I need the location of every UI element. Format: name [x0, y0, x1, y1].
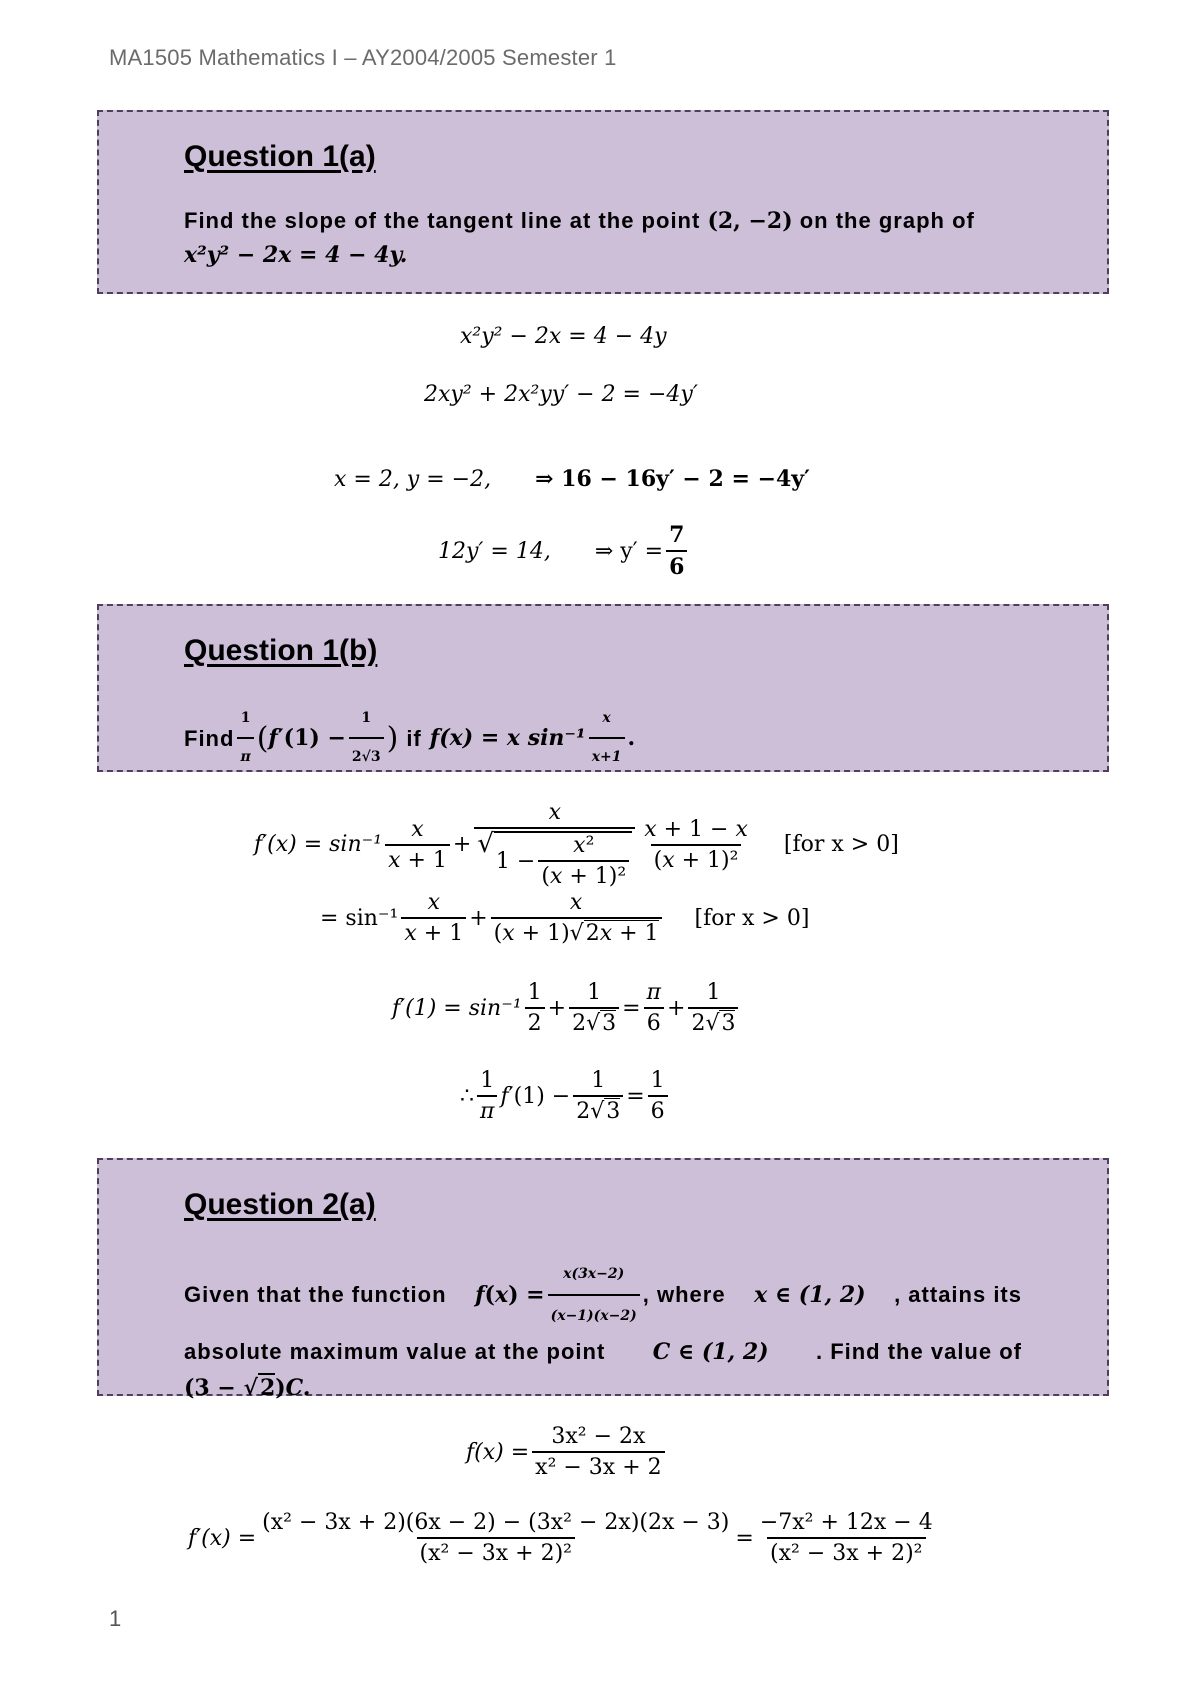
page-number: 1: [109, 1606, 122, 1631]
question-2a-box: [97, 1158, 1109, 1401]
q2a-sol-line2: f′(x) = $\frac{\text{(x² − 3x + 2)(6x − 2) − (3x² − 2x)(2x − 3)}}{\text{(x² − 3x + 2)²}}$ = $\frac{\text{−7x² + 12x − 4}}{\text{(x² − 3x + 2)²}}$: [188, 1510, 933, 1566]
q1a-result-fraction: $\frac{7}{6}$: [666, 522, 687, 580]
question-2a-title: Question 2(a): [184, 1188, 376, 1221]
question-1a-title: Question 1(a): [184, 140, 376, 173]
q1b-sol-line4: ∴ $\frac{1}{\pi}$ f ′(1) − $\frac{1}{2√3}$ = $\frac{1}{6}$: [460, 1068, 671, 1124]
q1a-point: (2, −2): [707, 208, 793, 234]
question-1b-title: Question 1(b): [184, 634, 378, 667]
q2a-line1-start: Given that the function: [184, 1282, 447, 1307]
q1b-find-label: Find: [184, 725, 235, 751]
q1a-sol-eq3: x = 2, y = −2, ⇒ 16 − 16y′ − 2 = −4y′: [334, 466, 810, 492]
q2a-domain: x ∈ (1, 2): [754, 1282, 866, 1308]
q2a-point-c: C ∈ (1, 2): [652, 1339, 769, 1365]
q2a-sol-line1: f(x) = $\frac{\text{3x² − 2x}}{\text{x² − 3x + 2}}$: [466, 1424, 668, 1480]
question-1a-box: [97, 110, 1109, 294]
q2a-line3: C.: [285, 1375, 311, 1401]
q1a-sol-eq4: 12y′ = 14, ⇒ y′ = $\frac{7}{6}$: [438, 522, 690, 580]
q1b-condition-2: [for x > 0]: [694, 905, 810, 931]
q2a-line2-start: absolute maximum value at the point: [184, 1339, 606, 1364]
q1b-function-def: f(x) = x sin⁻¹: [429, 724, 586, 751]
q1a-line1-suffix: on the graph of: [792, 208, 975, 233]
q1a-line1-text: Find the slope of the tangent line at the point: [184, 208, 708, 233]
question-2a-text: Given that the function f ( x ) = $\frac{x(3x-2)}{(x-1)(x-2)}$ , where x ∈ (1, 2) , attains its absolute maximum value at the point C ∈ (1, 2) . Find the value of (3 − √2)C.: [184, 1266, 1022, 1401]
q1b-sol-line3: f′(1) = sin⁻¹ $\frac{1}{2}$ + $\frac{1}{2√3}$ = $\frac{\pi}{6}$ + $\frac{1}{2√3}$: [392, 980, 741, 1036]
q1b-sol-line1: f′(x) = sin⁻¹ $\frac{x}{x + 1}$ + x √ 1 − $\frac{\text{x²}}{\text{(x + 1)²}}$ $\frac{x + 1 - x}{\text{(x + 1)²}}$ [for x > 0]: [254, 800, 899, 889]
q1b-condition-1: [for x > 0]: [783, 832, 899, 857]
q1a-sol-eq2: 2xy² + 2x²yy′ − 2 = −4y′: [424, 382, 698, 407]
q1a-equation: x²y² − 2x = 4 − 4y.: [184, 242, 408, 268]
page-header: MA1505 Mathematics I – AY2004/2005 Semester 1: [109, 45, 617, 70]
question-1b-box: [97, 604, 1109, 772]
question-1b-text: Find $\frac{1}{\pi}$ ( f ′(1) − $\frac{1}{2√3}$ ) if f(x) = x sin⁻¹ $\frac{x}{x+1}$ .: [184, 702, 1022, 774]
q1a-sol-eq1: x²y² − 2x = 4 − 4y: [460, 324, 667, 349]
question-1a-text: [184, 204, 1022, 272]
q1b-sol-line2: = sin⁻¹ $\frac{x}{x + 1}$ + $\frac{x}{(x + 1)√2x + 1}$ [for x > 0]: [320, 890, 810, 946]
q1b-if-label: if: [406, 725, 422, 751]
